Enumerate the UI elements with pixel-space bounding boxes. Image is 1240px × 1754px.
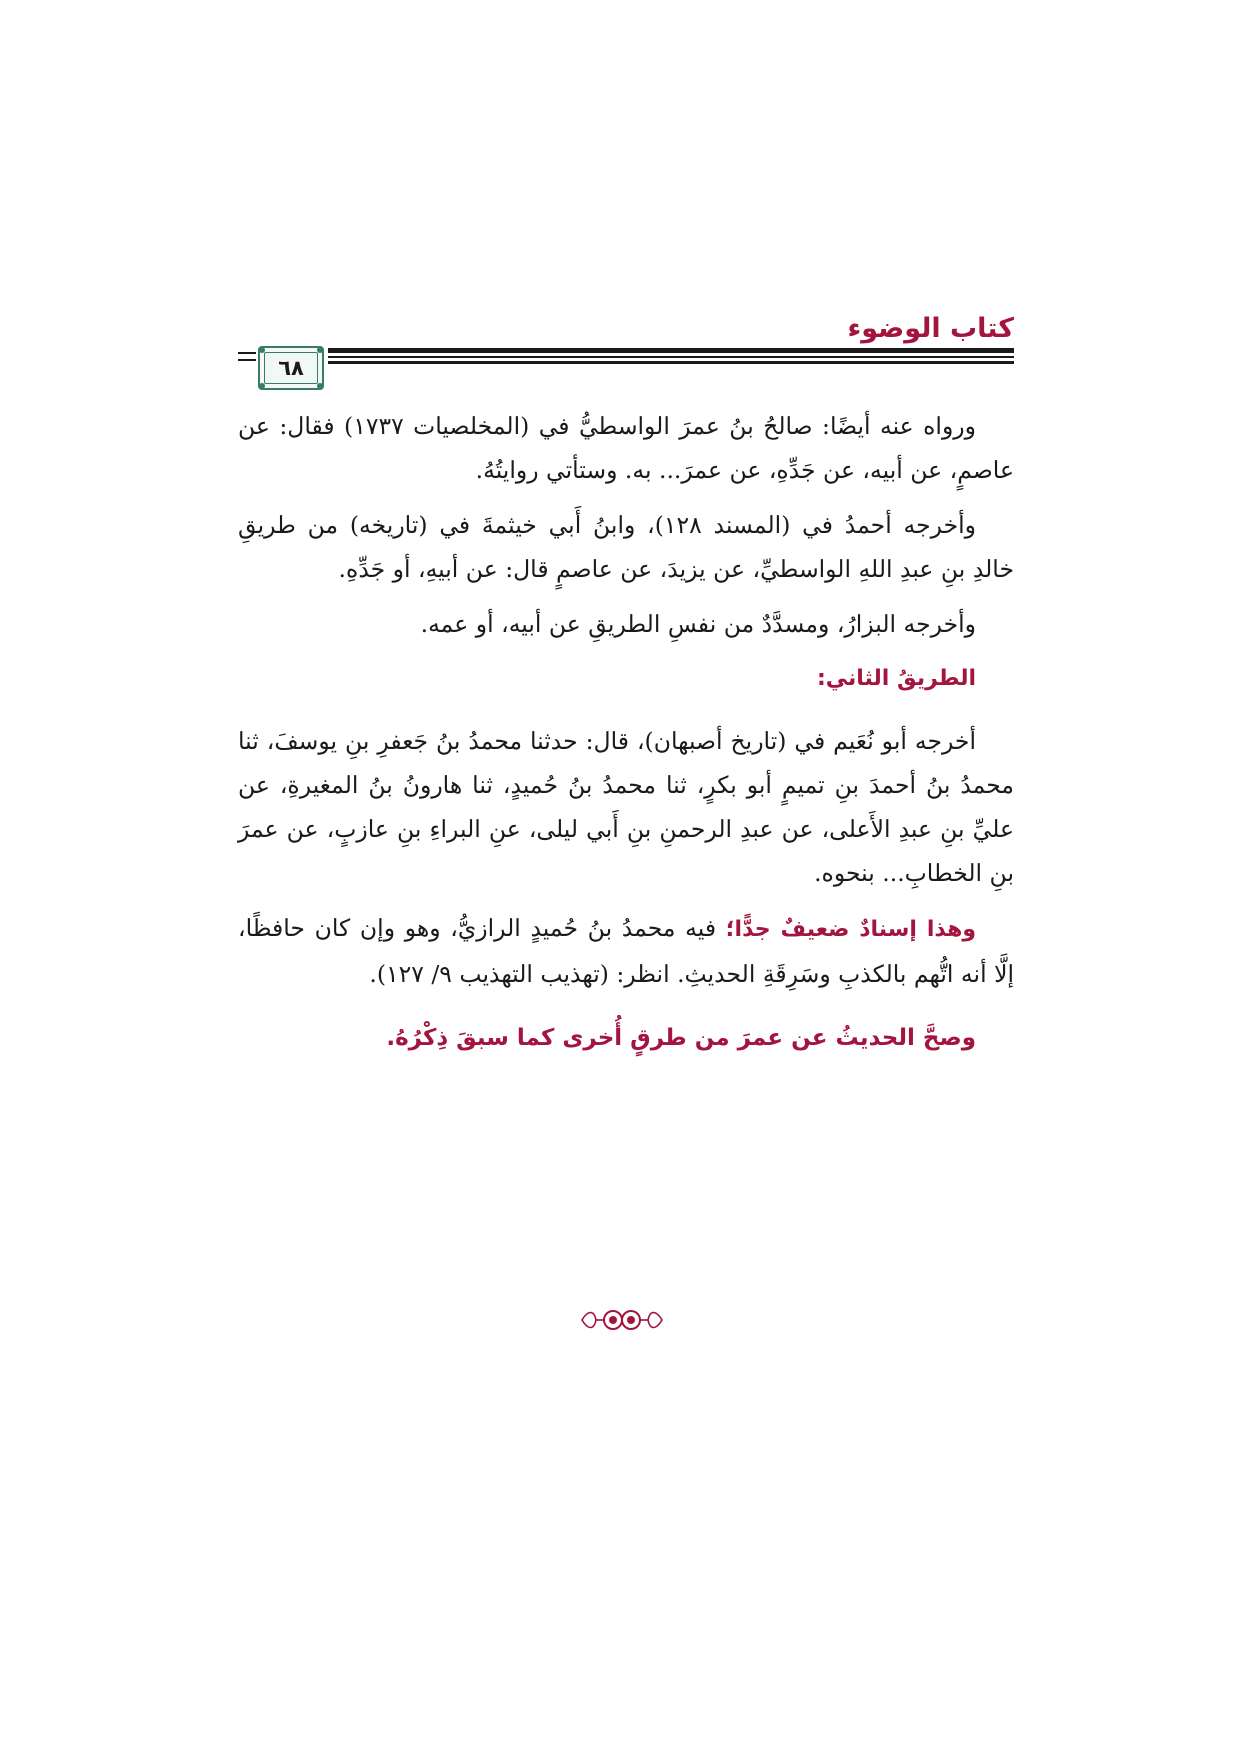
header-rule-thick xyxy=(328,348,1014,353)
book-title: كتاب الوضوء xyxy=(847,313,1014,344)
paragraph-5 xyxy=(238,906,1014,996)
page-header xyxy=(238,312,1014,392)
paragraph-1: ورواه عنه أيضًا: صالحُ بنُ عمرَ الواسطيُّ في (المخلصيات ١٧٣٧) فقال: عن عاصمٍ، عن أبيه، عن جَدِّهِ، عن عمرَ... به. وستأتي روايتُهُ. xyxy=(238,412,1014,484)
page-body xyxy=(238,404,1014,1060)
paragraph-4: أخرجه أبو نُعَيم في (تاريخ أصبهان)، قال: حدثنا محمدُ بنُ جَعفرِ بنِ يوسفَ، ثنا محمدُ بنُ أحمدَ بنِ تميمٍ أبو بكرٍ، ثنا محمدُ بنُ حُميدٍ، ثنا هارونُ بنُ المغيرةِ، عن عليِّ بنِ عبدِ الأَعلى، عن عبدِ الرحمنِ بنِ أَبي ليلى، عنِ البراءِ بنِ عازبٍ، عن عمرَ بنِ الخطابِ... بنحوه. xyxy=(238,727,1014,887)
header-rule-left-stub xyxy=(238,352,256,354)
paragraph-2: وأخرجه أحمدُ في (المسند ١٢٨)، وابنُ أَبي خيثمةَ في (تاريخه) من طريقِ خالدِ بنِ عبدِ اللهِ الواسطيِّ، عن يزيدَ، عن عاصمٍ قال: عن أبيهِ، أو جَدِّهِ. xyxy=(238,511,1014,583)
page-number: ٦٨ xyxy=(264,352,318,384)
badge-corner-ornament xyxy=(317,347,323,353)
header-rules xyxy=(238,348,1014,378)
paragraph-5-text: فيه محمدُ بنُ حُميدٍ الرازيُّ، وهو وإن كان حافظًا، إلَّا أنه اتُّهم بالكذبِ وسَرِقَةِ الحديثِ. انظر: (تهذيب التهذيب ٩/ ١٢٧). xyxy=(238,914,1014,988)
grading-highlight: وهذا إسنادٌ ضعيفٌ جدًّا؛ xyxy=(725,917,976,942)
header-rule-thin xyxy=(328,356,1014,358)
paragraph-3: وأخرجه البزارُ، ومسدَّدٌ من نفسِ الطريقِ عن أبيه، أو عمه. xyxy=(420,610,976,638)
closing-statement: وصحَّ الحديثُ عن عمرَ من طرقٍ أُخرى كما سبقَ ذِكْرُهُ. xyxy=(386,1025,976,1051)
floral-divider-ornament-icon xyxy=(580,1306,664,1334)
badge-corner-ornament xyxy=(317,383,323,389)
badge-corner-ornament xyxy=(259,383,265,389)
header-rule-lower xyxy=(328,361,1014,364)
page-number-badge xyxy=(258,346,324,390)
header-rule-left-stub-2 xyxy=(238,359,256,361)
section-heading-second-route: الطريقُ الثاني: xyxy=(816,666,976,691)
